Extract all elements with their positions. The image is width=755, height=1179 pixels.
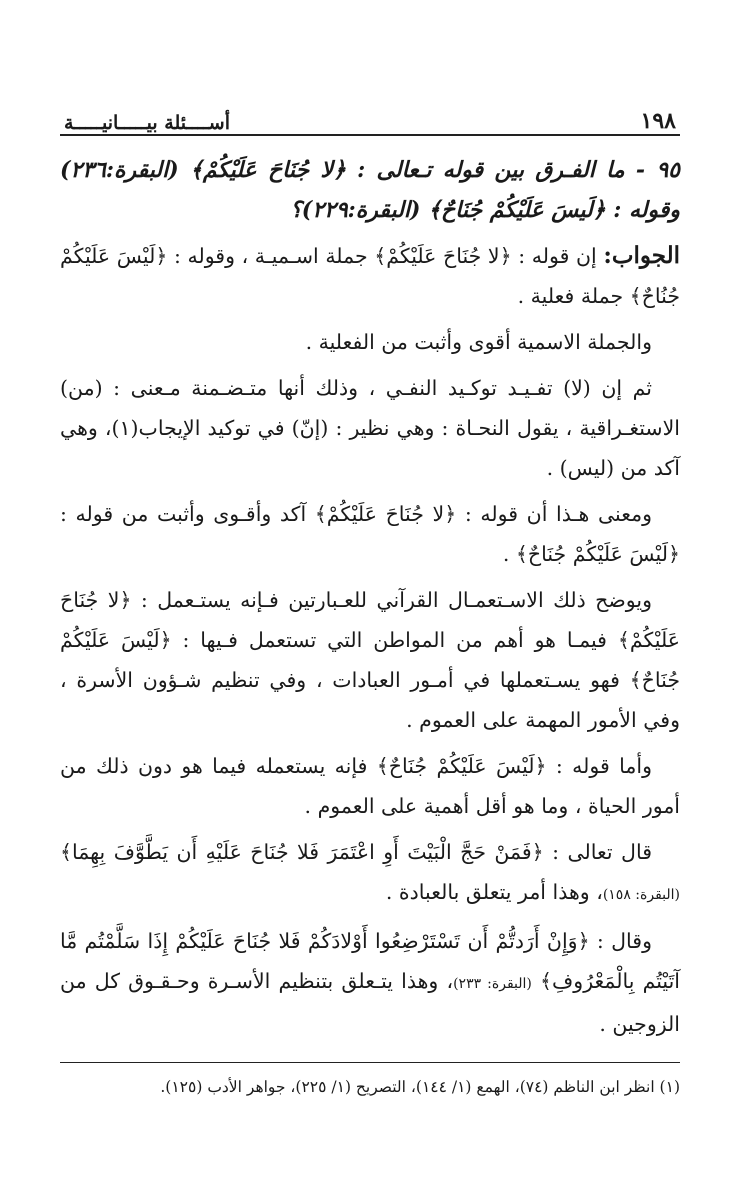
- paragraph-3: ومعنى هـذا أن قوله : ﴿لا جُنَاحَ عَلَيْكُمْ﴾ آكد وأقـوى وأثبت من قوله : ﴿لَيْسَ عَلَيْكُمْ جُنَاحٌ﴾ .: [60, 502, 680, 566]
- page-header: [60, 100, 680, 136]
- quote-2-tail: ، وهذا يتـعلق بتنظيم الأسـرة وحـقـوق كل من الزوجين .: [60, 969, 680, 1036]
- quote-1-text: قال تعالى : ﴿فَمَنْ حَجَّ الْبَيْتَ أَوِ اعْتَمَرَ فَلا جُنَاحَ عَلَيْهِ أَن يَطَّوَّفَ بِهِمَا﴾: [60, 840, 652, 864]
- running-title: أســــئلة بيـــــانيـــــة: [64, 112, 230, 134]
- footnote-separator: [60, 1062, 680, 1063]
- book-page: [60, 100, 680, 1099]
- quote-1-tail: ، وهذا أمر يتعلق بالعبادة .: [385, 880, 603, 904]
- page-number: ١٩٨: [640, 108, 676, 134]
- quote-paragraph-2: [60, 921, 680, 1044]
- quote-paragraph-1: [60, 832, 680, 915]
- answer-text: إن قوله : ﴿لا جُنَاحَ عَلَيْكُمْ﴾ جملة اسـميـة ، وقوله : ﴿لَيْسَ عَلَيْكُمْ جُنُاحٌ﴾ جملة فعلية .: [60, 244, 680, 308]
- quote-2-text: وقال : ﴿وَإِنْ أَرَدتُّمْ أَن تَسْتَرْضِعُوا أَوْلادَكُمْ فَلا جُنَاحَ عَلَيْكُمْ إِذَا سَلَّمْتُم مَّا آتَيْتُم بِالْمَعْرُوفِ﴾: [60, 929, 680, 993]
- answer-paragraph: [60, 236, 680, 316]
- answer-label: الجواب:: [603, 242, 680, 269]
- footnote: (١) انظر ابن الناظم (٧٤)، الهمع (١/ ١٤٤)، التصريح (١/ ٢٢٥)، جواهر الأدب (١٢٥).: [160, 1078, 680, 1096]
- question-heading: ٩٥ - ما الفـرق بين قوله تـعالى : ﴿لا جُنَاحَ عَلَيْكُمْ﴾ (البقرة:٢٣٦) وقوله : ﴿لَيسَ عَلَيْكُمْ جُنَاحٌ﴾ (البقرة:٢٢٩)؟: [60, 157, 680, 223]
- paragraph-5: وأما قوله : ﴿لَيْسَ عَلَيْكُمْ جُنَاحٌ﴾ فإنه يستعمله فيما هو دون ذلك من أمور الحياة ، وما هو أقل أهمية على العموم .: [60, 754, 680, 818]
- paragraph-4: ويوضح ذلك الاسـتعمـال القرآني للعـبارتين فـإنه يستـعمل : ﴿لا جُنَاحَ عَلَيْكُمْ﴾ فيمـا هو أهم من المواطن التي تستعمل فـيها : ﴿لَيْسَ عَلَيْكُمْ جُنَاحٌ﴾ فهو يسـتعملها في أمـور العبادات ، وفي تنظيم شـؤون الأسرة ، وفي الأمور المهمة على العموم .: [60, 588, 680, 732]
- paragraph-2: ثم إن (لا) تفـيـد توكـيد النفـي ، وذلك أنها متـضـمنة مـعنى : (من) الاستغـراقية ، يقول النحـاة : وهي نظير : (إنّ) في توكيد الإيجاب(١)، وهي آكد من (ليس) .: [60, 376, 680, 480]
- paragraph-1: والجملة الاسمية أقوى وأثبت من الفعلية .: [305, 330, 652, 354]
- quote-2-reference: (البقرة: ٢٣٣): [453, 976, 532, 992]
- quote-1-reference: (البقرة: ١٥٨): [602, 887, 680, 903]
